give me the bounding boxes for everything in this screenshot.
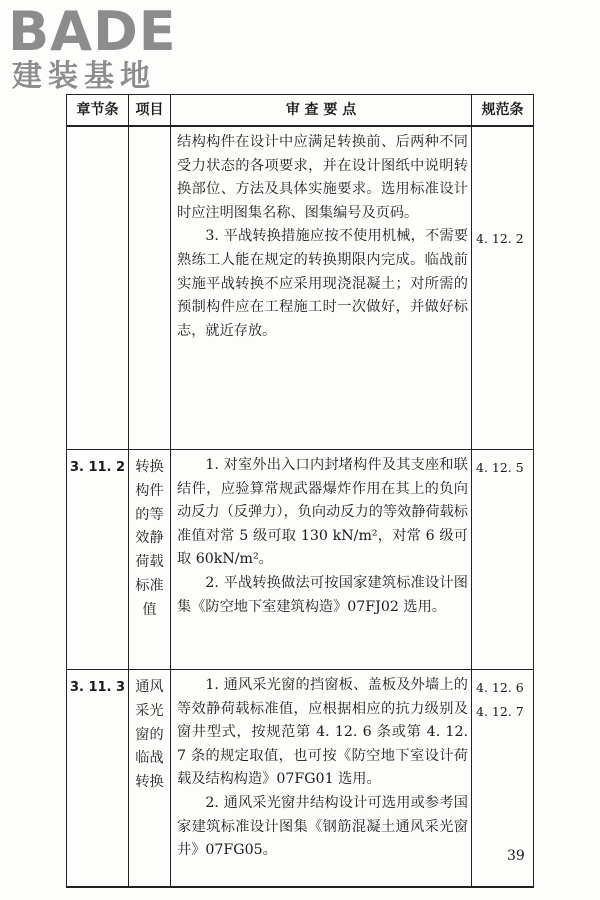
table-header-row [67,95,534,127]
code-clause [472,126,534,450]
requirement-paragraph: 1. 通风采光窗的挡窗板、盖板及外墙上的等效静荷载标准值，应根据相应的抗力级别及窗井型式，按规范第 4. 12. 6 条或第 4. 12. 7 条的规定取值，也可按《防空地下室设计荷载及结构构造》07FG01 选用。 [177,677,468,788]
header-requirements: 审 查 要 点 [171,95,472,127]
requirement-paragraph: 3. 平战转换措施应按不使用机械，不需要熟练工人能在规定的转换期限内完成。临战前实施平战转换不应采用现浇混凝土；对所需的预制构件应在工程施工时一次做好，并做好标志，就近存放。 [177,228,468,339]
logo [8,0,177,94]
section-number: 3. 11. 2 [67,450,129,670]
requirement-text [171,126,472,450]
code-clause [472,450,534,670]
requirement-paragraph: 2. 通风采光窗井结构设计可选用或参考国家建筑标准设计图集《钢筋混凝土通风采光窗井》07FG05。 [177,794,468,859]
section-number [67,126,129,450]
requirement-paragraph: 结构构件在设计中应满足转换前、后两种不同受力状态的各项要求，并在设计图纸中说明转换部位、方法及具体实施要求。选用标准设计时应注明图集名称、图集编号及页码。 [177,134,468,221]
code-clause-ref: 4. 12. 2 [476,231,524,246]
table-row [67,126,534,450]
requirement-text [171,670,472,888]
section-number: 3. 11. 3 [67,670,129,888]
requirement-paragraph: 1. 对室外出入口内封堵构件及其支座和联结件，应验算常规武器爆炸作用在其上的负向动反力（反弹力），负向动反力的等效静荷载标准值对常 5 级可取 130 kN/m²，对常 6 级可取 60kN/m²。 [177,457,468,568]
logo-text-en: BADE [8,0,177,63]
page-number: 39 [507,848,525,864]
logo-text-cn: 建装基地 [12,59,156,94]
requirement-paragraph: 2. 平战转换做法可按国家建筑标准设计图集《防空地下室建筑构造》07FJ02 选用。 [177,574,468,615]
requirement-text [171,450,472,670]
header-code-clause: 规范条 [472,95,534,127]
table-row [67,670,534,888]
code-clause-ref: 4. 12. 5 [476,460,524,475]
header-section: 章节条 [67,95,129,127]
item-title: 转换构件的等效静荷载标准值 [129,450,171,670]
item-title: 通风采光窗的临战转换 [129,670,171,888]
header-item: 项目 [129,95,171,127]
code-clause-ref: 4. 12. 6 [476,680,524,695]
item-title [129,126,171,450]
review-table [66,94,534,888]
code-clause-ref: 4. 12. 7 [476,703,524,719]
table-row [67,450,534,670]
